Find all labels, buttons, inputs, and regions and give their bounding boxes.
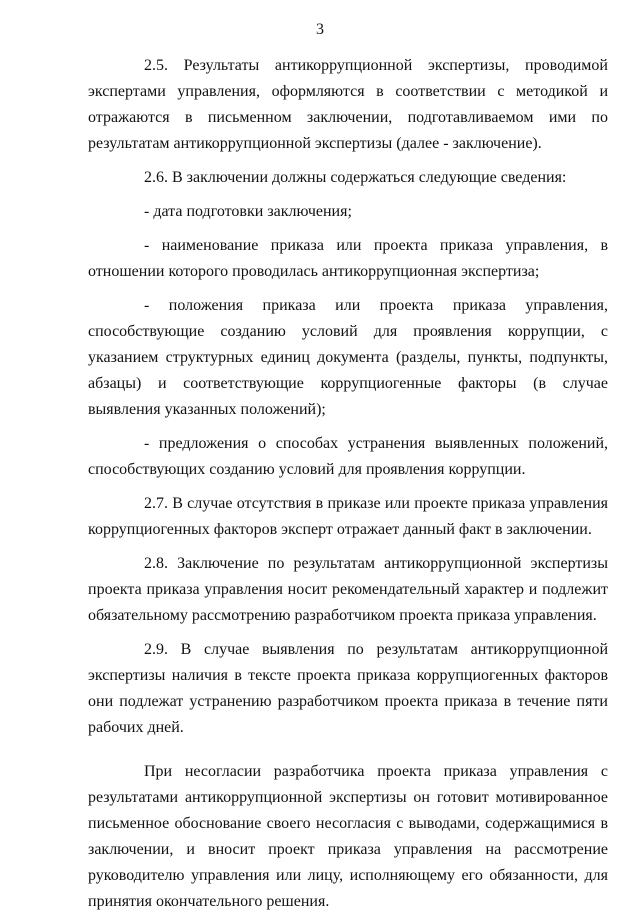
paragraph-2-5: 2.5. Результаты антикоррупционной экспертизы, проводимой экспертами управления, оформляются в соответствии с методикой и отражаются в письменном заключении, подготавливаемом ими по результатам антикоррупционной экспертизы (далее - заключение). — [88, 57, 608, 152]
list-item-proposals: - предложения о способах устранения выявленных положений, способствующих созданию условий для проявления коррупции. — [88, 435, 608, 478]
paragraph-disagreement: При несогласии разработчика проекта приказа управления с результатами антикоррупционной экспертизы он готовит мотивированное письменное обоснование своего несогласия с выводами, содержащимися в заключении, и вносит проект приказа управления на рассмотрение руководителю управления или лицу, исполняющему его обязанности, для принятия окончательного решения. — [88, 763, 608, 910]
paragraph-2-8: 2.8. Заключение по результатам антикоррупционной экспертизы проекта приказа управления носит рекомендательный характер и подлежит обязательному рассмотрению разработчиком проекта приказа управления. — [88, 555, 608, 624]
page-number: 3 — [316, 21, 324, 38]
list-item-date: - дата подготовки заключения; — [144, 203, 352, 220]
document-body — [88, 53, 608, 923]
paragraph-2-6: 2.6. В заключении должны содержаться следующие сведения: — [144, 169, 567, 186]
paragraph-2-9: 2.9. В случае выявления по результатам антикоррупционной экспертизы наличия в тексте проекта приказа коррупциогенных факторов они подлежат устранению разработчиком проекта приказа в течение пяти рабочих дней. — [88, 641, 608, 736]
list-item-provisions: - положения приказа или проекта приказа управления, способствующие созданию условий для проявления коррупции, с указанием структурных единиц документа (разделы, пункты, подпункты, абзацы) и соответствующие коррупциогенные факторы (в случае выявления указанных положений); — [88, 297, 608, 418]
list-item-name: - наименование приказа или проекта приказа управления, в отношении которого проводилась антикоррупционная экспертиза; — [88, 237, 608, 280]
paragraph-2-7: 2.7. В случае отсутствия в приказе или проекте приказа управления коррупциогенных факторов эксперт отражает данный факт в заключении. — [88, 495, 608, 538]
